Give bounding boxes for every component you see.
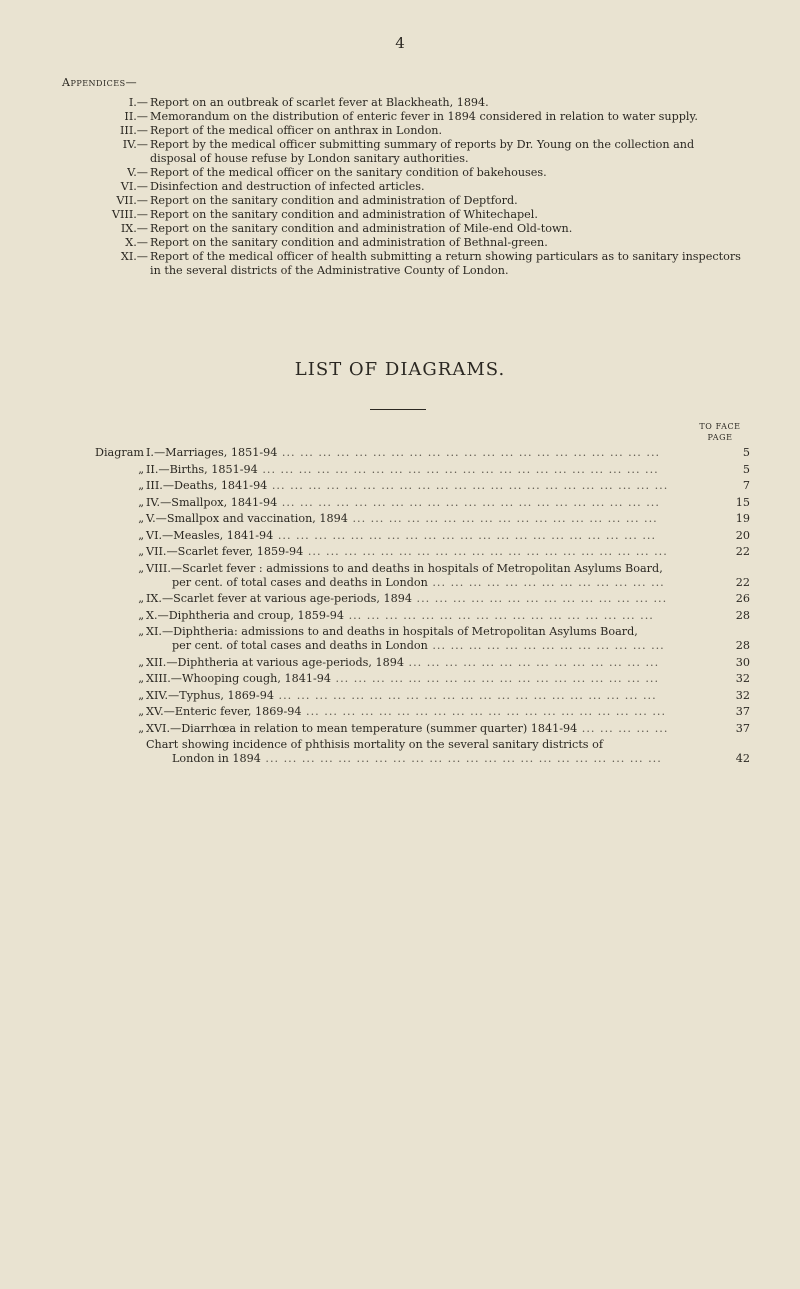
appendix-text: Report on the sanitary condition and administration of Bethnal-green.: [150, 236, 548, 249]
diagram-entry: [60, 705, 750, 719]
diagram-entry: [60, 463, 750, 477]
diagram-label: X.—Diphtheria and croup, 1859-94: [146, 608, 345, 622]
diagram-label-continued: per cent. of total cases and deaths in London: [172, 575, 428, 589]
diagram-prefix: „: [138, 495, 144, 509]
dot-leader: ... ... ... ... ... ... ... ... ... ... ... ... ... ... ... ... ... ... ... ... ... ...: [257, 462, 659, 476]
appendix-text: Report on the sanitary condition and administration of Whitechapel.: [150, 208, 538, 221]
appendix-item: [62, 236, 742, 250]
appendices-heading: Appendices—: [62, 76, 138, 89]
appendix-text: Report on the sanitary condition and administration of Deptford.: [150, 194, 518, 207]
appendix-list: [62, 96, 742, 278]
appendix-item: [62, 166, 742, 180]
dot-leader: ... ... ... ... ... ... ... ... ... ... ... ... ... ... ... ... ...: [344, 608, 654, 622]
diagram-prefix: „: [138, 561, 144, 575]
diagram-label: VII.—Scarlet fever, 1859-94: [146, 545, 304, 558]
diagram-entry: [60, 656, 750, 670]
diagram-label: XVI.—Diarrhœa in relation to mean temperature (summer quarter) 1841-94: [146, 721, 578, 735]
dot-leader: ... ... ... ... ... ... ... ... ... ... ... ... ...: [427, 575, 665, 589]
appendix-number: VII.—: [116, 194, 148, 207]
diagram-prefix: „: [138, 688, 144, 702]
dot-leader: ... ... ... ... ... ... ... ... ... ... ... ... ... ... ... ... ... ... ... ... ...: [273, 688, 657, 702]
diagram-prefix: „: [138, 655, 144, 669]
diagram-prefix: „: [138, 705, 144, 718]
dot-leader: ... ... ... ... ... ... ... ... ... ... ... ... ... ... ... ... ... ... ... ... ... ...: [267, 479, 669, 492]
page-ref: 15: [735, 495, 750, 509]
diagram-label: IX.—Scarlet fever at various age-periods, 1894: [146, 592, 412, 605]
appendix-text: Report on an outbreak of scarlet fever at Blackheath, 1894.: [150, 96, 489, 109]
page-ref: 19: [735, 512, 750, 525]
diagram-label: XV.—Enteric fever, 1869-94: [146, 705, 302, 718]
dot-leader: ... ... ... ... ... ... ... ... ... ... ... ... ... ... ... ... ... ... ... ... ... ...: [260, 752, 662, 765]
page-ref: 28: [735, 608, 750, 622]
appendix-number: IX.—: [120, 222, 148, 235]
page-ref: 30: [735, 655, 750, 669]
diagram-entry: [60, 545, 750, 559]
diagram-list: [60, 446, 750, 769]
page-ref: 22: [735, 545, 750, 558]
to-face-label: TO FACE: [699, 422, 741, 431]
appendix-number: I.—: [128, 96, 148, 109]
appendix-item: [62, 222, 742, 236]
diagram-entry: [60, 738, 750, 766]
diagram-prefix: „: [138, 545, 144, 558]
diagram-prefix: „: [138, 592, 144, 605]
appendix-item: [62, 110, 742, 124]
diagram-entry: [60, 496, 750, 510]
diagram-label: IV.—Smallpox, 1841-94: [146, 495, 278, 509]
diagram-label: II.—Births, 1851-94: [146, 462, 258, 476]
diagram-entry: [60, 479, 750, 493]
diagram-entry: [60, 592, 750, 606]
diagram-label: XIV.—Typhus, 1869-94: [146, 688, 274, 702]
diagram-label: XII.—Diphtheria at various age-periods, 1894: [146, 655, 404, 669]
diagram-entry: [60, 529, 750, 543]
dot-leader: ... ... ... ... ... ... ... ... ... ... ... ... ...: [427, 639, 665, 652]
page-ref: 5: [742, 462, 750, 476]
diagram-entry: [60, 609, 750, 623]
appendix-text: Report of the medical officer on the sanitary condition of bakehouses.: [150, 166, 547, 179]
appendix-text: Report by the medical officer submitting summary of reports by Dr. Young on the collection and disposal of house refuse by London sanitary authorities.: [150, 138, 695, 165]
diagram-prefix: Diagram: [94, 446, 144, 459]
appendix-item: [62, 96, 742, 110]
page-ref: 22: [735, 575, 750, 589]
diagram-entry: [60, 689, 750, 703]
dot-leader: ... ... ... ... ... ... ... ... ... ... ... ... ... ... ... ... ... ... ... ...: [301, 705, 666, 718]
appendix-number: II.—: [124, 110, 148, 123]
diagram-prefix: „: [138, 512, 144, 525]
appendix-item: [62, 180, 742, 194]
appendix-item: [62, 250, 742, 278]
diagram-entry: [60, 625, 750, 653]
diagram-label-continued: London in 1894: [172, 752, 261, 765]
diagrams-title: LIST OF DIAGRAMS.: [294, 359, 506, 380]
dot-leader: ... ... ... ... ... ... ... ... ... ... ... ... ... ... ... ... ... ...: [330, 672, 660, 685]
diagram-prefix: „: [138, 462, 144, 476]
page-ref: 32: [735, 672, 750, 685]
dot-leader: ... ... ... ... ... ... ... ... ... ... ... ... ... ... ... ... ... ... ... ... ...: [277, 495, 660, 509]
appendix-item: [62, 194, 742, 208]
diagram-label: VIII.—Scarlet fever : admissions to and deaths in hospitals of Metropolitan Asylums Board,: [146, 561, 663, 575]
diagram-prefix: „: [138, 625, 144, 638]
appendix-text: Memorandum on the distribution of enteric fever in 1894 considered in relation to water supply.: [150, 110, 698, 123]
diagram-prefix: „: [138, 528, 144, 542]
diagram-label: XI.—Diphtheria: admissions to and deaths in hospitals of Metropolitan Asylums Board,: [146, 625, 638, 638]
appendix-number: III.—: [119, 124, 148, 137]
diagram-label: VI.—Measles, 1841-94: [146, 528, 274, 542]
dot-leader: ... ... ... ... ... ... ... ... ... ... ... ... ... ...: [403, 655, 660, 669]
diagram-entry: [60, 722, 750, 736]
page-ref: 32: [735, 688, 750, 702]
appendix-number: V.—: [127, 166, 148, 179]
page-number: 4: [395, 34, 405, 52]
page-ref: 20: [735, 528, 750, 542]
dot-leader: ... ... ... ... ... ... ... ... ... ... ... ... ... ... ... ... ... ... ... ... ...: [273, 528, 657, 542]
diagram-label: III.—Deaths, 1841-94: [146, 479, 268, 492]
dot-leader: ... ... ... ... ...: [577, 721, 669, 735]
page-ref: 26: [735, 592, 750, 605]
appendix-item: [62, 138, 742, 166]
appendix-number: VIII.—: [111, 208, 148, 221]
diagram-prefix: „: [138, 672, 144, 685]
diagram-entry: [60, 512, 750, 526]
diagram-entry: [60, 672, 750, 686]
page-ref: 37: [735, 705, 750, 718]
diagram-label-continued: per cent. of total cases and deaths in London: [172, 639, 428, 652]
diagram-prefix: „: [138, 608, 144, 622]
appendix-number: VI.—: [120, 180, 148, 193]
page-ref: 28: [735, 639, 750, 652]
appendix-number: X.—: [125, 236, 148, 249]
appendix-number: IV.—: [122, 138, 148, 151]
diagram-entry: [60, 446, 750, 460]
dot-leader: ... ... ... ... ... ... ... ... ... ... ... ... ... ... ... ... ... ... ... ... ...: [277, 446, 661, 459]
diagram-prefix: „: [138, 721, 144, 735]
appendix-item: [62, 208, 742, 222]
page-ref: 5: [742, 446, 750, 459]
diagram-entry: [60, 562, 750, 590]
appendix-text: Report of the medical officer on anthrax in London.: [150, 124, 443, 137]
page-ref: 7: [742, 479, 750, 492]
dot-leader: ... ... ... ... ... ... ... ... ... ... ... ... ... ... ... ... ... ... ... ...: [303, 545, 668, 558]
page-ref: 37: [735, 721, 750, 735]
dot-leader: ... ... ... ... ... ... ... ... ... ... ... ... ... ... ... ... ...: [347, 512, 658, 525]
diagram-label: XIII.—Whooping cough, 1841-94: [146, 672, 331, 685]
page-ref: 42: [735, 752, 750, 765]
title-rule: [370, 409, 426, 410]
dot-leader: ... ... ... ... ... ... ... ... ... ... ... ... ... ...: [411, 592, 668, 605]
diagram-prefix: „: [138, 479, 144, 492]
appendix-text: Report of the medical officer of health submitting a return showing particulars as to sanitary inspectors in the several districts of the Administrative County of London.: [150, 250, 741, 277]
diagram-label: Chart showing incidence of phthisis mortality on the several sanitary districts of: [146, 738, 603, 751]
appendix-number: XI.—: [120, 250, 148, 263]
appendix-text: Report on the sanitary condition and administration of Mile-end Old-town.: [150, 222, 573, 235]
diagram-label: I.—Marriages, 1851-94: [146, 446, 278, 459]
diagram-label: V.—Smallpox and vaccination, 1894: [146, 512, 348, 525]
page-label: PAGE: [707, 433, 733, 442]
appendix-text: Disinfection and destruction of infected articles.: [150, 180, 425, 193]
appendix-item: [62, 124, 742, 138]
